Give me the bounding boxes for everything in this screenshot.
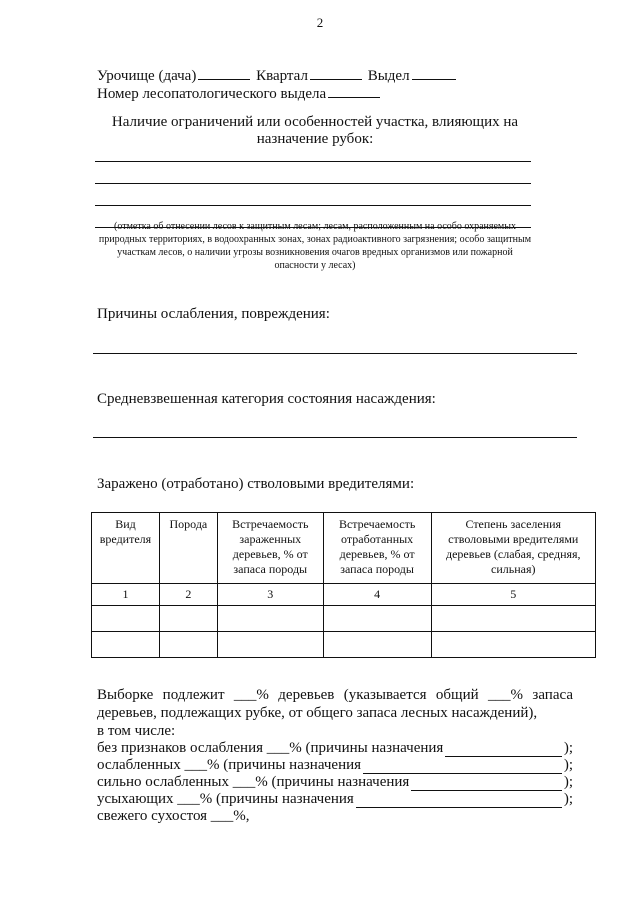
damage-causes-label: Причины ослабления, повреждения:	[97, 306, 330, 322]
table-header-cell: Вид вредителя	[92, 513, 160, 584]
plot-number-input[interactable]	[328, 84, 380, 98]
column-number: 4	[323, 584, 431, 606]
restrictions-line-2[interactable]	[95, 183, 531, 184]
restrictions-line-3[interactable]	[95, 205, 531, 206]
reason-input[interactable]	[363, 760, 562, 774]
felling-row-end: );	[563, 740, 573, 756]
table-cell[interactable]	[92, 632, 160, 658]
table-header-cell: Встречаемость отработанных деревьев, % от запаса породы	[323, 513, 431, 584]
felling-row-no-weakening	[97, 740, 573, 757]
table-cell[interactable]	[431, 606, 595, 632]
tract-input[interactable]	[198, 66, 250, 80]
table-cell[interactable]	[159, 632, 217, 658]
page-number: 2	[316, 15, 324, 30]
table-cell[interactable]	[159, 606, 217, 632]
table-cell[interactable]	[323, 606, 431, 632]
damage-causes-line[interactable]	[93, 353, 577, 354]
plot-number-row	[97, 84, 382, 103]
table-header-cell: Встречаемость зараженных деревьев, % от запаса породы	[217, 513, 323, 584]
felling-intro-line1: Выборке подлежит ___% деревьев (указывается общий ___% запаса	[97, 687, 573, 703]
location-fields	[97, 66, 458, 85]
restrictions-line-1[interactable]	[95, 161, 531, 162]
table-cell[interactable]	[431, 632, 595, 658]
felling-row-label: без признаков ослабления ___% (причины назначения	[97, 740, 444, 756]
reason-input[interactable]	[411, 777, 562, 791]
condition-category-label: Средневзвешенная категория состояния насаждения:	[97, 391, 436, 407]
table-cell[interactable]	[217, 632, 323, 658]
restrictions-note: (отметка об отнесении лесов к защитным лесам; лесам, расположенным на особо охраняемых природных территориях, в водоохранных зонах, зонах радиоактивного загрязнения; особо защитным участкам лесов, о наличии угрозы возникновения очагов вредных организмов или пожарной опасности у лесах)	[98, 221, 532, 271]
felling-row-end: );	[563, 791, 573, 807]
restrictions-title-line1: Наличие ограничений или особенностей участка, влияющих на	[111, 114, 519, 130]
infested-label: Заражено (отработано) стволовыми вредителями:	[97, 476, 415, 492]
felling-row-label: сильно ослабленных ___% (причины назначения	[97, 774, 410, 790]
quarter-input[interactable]	[310, 66, 362, 80]
felling-row-weakened	[97, 757, 573, 774]
felling-row-end: );	[563, 774, 573, 790]
felling-row-heavily-weakened	[97, 774, 573, 791]
table-row	[92, 606, 596, 632]
table-column-numbers-row	[92, 584, 596, 606]
column-number: 3	[217, 584, 323, 606]
table-row	[92, 632, 596, 658]
reason-input[interactable]	[356, 794, 562, 808]
felling-row-drying	[97, 791, 573, 808]
table-header-row	[92, 513, 596, 584]
allotment-label: Выдел	[367, 68, 410, 84]
felling-row-label: ослабленных ___% (причины назначения	[97, 757, 362, 773]
column-number: 5	[431, 584, 595, 606]
allotment-input[interactable]	[412, 66, 456, 80]
table-header-cell: Степень заселения стволовыми вредителями деревьев (слабая, средняя, сильная)	[431, 513, 595, 584]
tract-label: Урочище (дача)	[97, 68, 197, 84]
quarter-label: Квартал	[256, 68, 308, 84]
table-cell[interactable]	[217, 606, 323, 632]
pests-table	[91, 512, 596, 658]
table-cell[interactable]	[323, 632, 431, 658]
felling-row-end: );	[563, 757, 573, 773]
table-cell[interactable]	[92, 606, 160, 632]
felling-fresh-deadwood: свежего сухостоя ___%,	[97, 808, 250, 824]
felling-including: в том числе:	[97, 723, 176, 739]
column-number: 1	[92, 584, 160, 606]
plot-number-label: Номер лесопатологического выдела	[97, 86, 327, 102]
felling-intro-line2: деревьев, подлежащих рубке, от общего запаса лесных насаждений),	[97, 705, 538, 721]
reason-input[interactable]	[445, 743, 562, 757]
felling-row-label: усыхающих ___% (причины назначения	[97, 791, 354, 807]
condition-category-line[interactable]	[93, 437, 577, 438]
column-number: 2	[159, 584, 217, 606]
table-header-cell: Порода	[159, 513, 217, 584]
restrictions-title-line2: назначение рубок:	[256, 131, 374, 147]
